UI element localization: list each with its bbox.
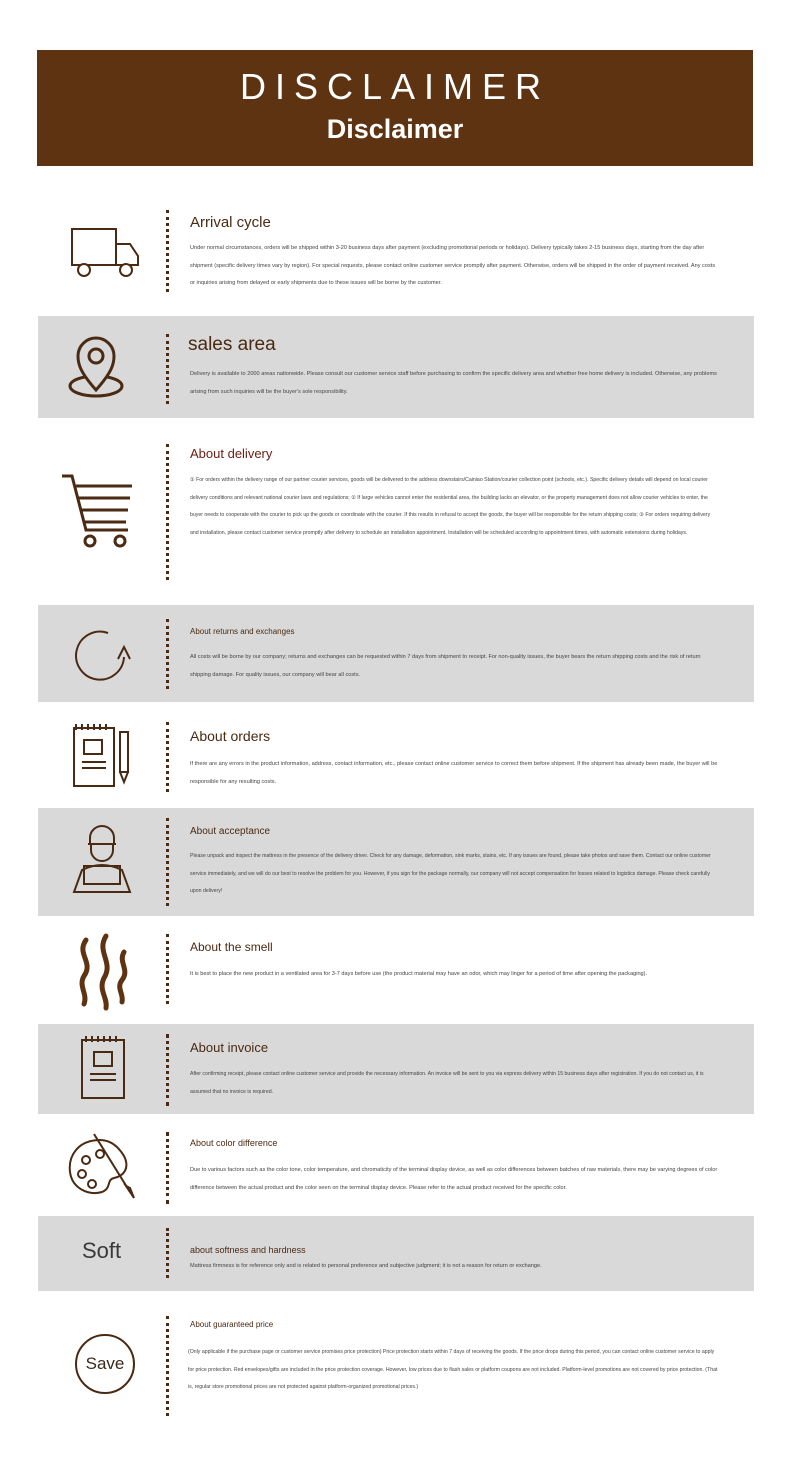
section-about-invoice [38,1024,754,1114]
section-title: about softness and hardness [190,1245,306,1255]
section-sales-area [38,316,754,418]
section-title: About guaranteed price [190,1320,274,1329]
section-about-smell [38,928,754,1010]
soft-text-icon: Soft [82,1238,122,1263]
section-returns-exchanges [38,605,754,702]
section-body: Under normal circumstances, orders will be shipped within 3-20 business days after payment (excluding promotional periods or holidays). Delivery typically takes 2-15 business days, starting from the day after shipment (specific delivery times vary by region). For special requests, please contact online customer service promptly after payment. Otherwise, orders will be shipped in the order of payment received. Any costs or inquiries arising from delayed or early shipments due to these issues will be borne by the customer. [190,245,716,286]
dotted-divider [166,619,169,689]
section-title: About delivery [190,446,273,461]
section-title: About the smell [190,940,273,954]
dotted-divider [166,1034,169,1106]
dotted-divider [166,210,169,292]
dotted-divider [166,444,169,580]
section-body: ① For orders within the delivery range of our partner courier services, goods will be delivered to the address downstairs/Cainiao Station/courier collection point (schools, etc.). Specific delivery details will depend on local courier delivery conditions and relevant national courier laws and regulations; ② If large vehicles cannot enter the residential area, the building lacks an elevator, or the property management does not allow courier vehicles to enter, the buyer needs to cooperate with the courier to pick up the goods or coordinate with the courier. If this results in refusal to accept the goods, the buyer will be responsible for the return shipping costs; ③ For orders requiring delivery and installation, please contact customer service promptly after delivery to schedule an installation appointment. Installation will be scheduled according to appointment times, with automatic extensions during holidays. [190,477,711,536]
notepad-pencil-icon [60,720,140,800]
dotted-divider [166,334,169,404]
section-body: After confirming receipt, please contact online customer service and provide the necessary information. An invoice will be sent to you via express delivery within 15 business days after registration. If you do not contact us, it is assumed that no invoice is required. [190,1071,704,1095]
section-guaranteed-price [38,1312,754,1422]
dotted-divider [166,1228,169,1278]
section-body: Due to various factors such as the color tone, color temperature, and chromaticity of the terminal display device, as well as color differences between batches of raw materials, there may be varying degrees of color difference between the actual product and the color seen on the terminal display device. Please refer to the actual product received for the specific color. [190,1167,718,1191]
section-body: If there are any errors in the product information, address, contact information, etc., please contact online customer service to correct them before shipment. If the shipment has already been made, the buyer will be responsible for any resulting costs. [190,761,718,785]
location-pin-icon [60,330,140,410]
section-about-acceptance [38,808,754,916]
dotted-divider [166,1132,169,1204]
delivery-person-icon [60,824,140,904]
section-body: All costs will be borne by our company; returns and exchanges can be requested within 7 days from shipment to receipt. For non-quality issues, the buyer bears the return shipping costs and the risk of return shipping damage. For quality issues, our company will bear all costs. [190,654,701,678]
section-body: Mattress firmness is for reference only and is related to personal preference and subjective judgment; it is not a reason for return or exchange. [190,1263,542,1269]
banner-title: DISCLAIMER [239,66,551,107]
section-about-orders [38,716,754,796]
palette-brush-icon [60,1128,140,1208]
truck-icon [60,214,140,294]
section-arrival-cycle [38,196,754,302]
section-title: About returns and exchanges [190,627,295,636]
section-softness-hardness [38,1216,754,1291]
shopping-cart-icon [60,470,140,550]
invoice-icon [60,1032,140,1112]
section-body: Delivery is available to 2000 areas nationwide. Please consult our customer service staff before purchasing to confirm the specific delivery area and whether free home delivery is included. Otherwise, any problems arising from such inquiries will be the buyer's sole responsibility. [190,371,717,395]
section-color-difference [38,1126,754,1206]
return-arrow-icon [60,617,140,697]
section-title: About acceptance [190,826,271,837]
section-title: sales area [188,334,276,355]
section-body: It is best to place the new product in a ventilated area for 3-7 days before use (the product material may have an odor, which may linger for a period of time after opening the packaging). [190,971,648,977]
dotted-divider [166,934,169,1004]
section-title: Arrival cycle [190,214,271,231]
dotted-divider [166,722,169,792]
dotted-divider [166,1316,169,1416]
section-body: Please unpack and inspect the mattress in the presence of the delivery driver. Check for any damage, deformation, sink marks, stains, etc. If any issues are found, please take photos and save them. Contact our online customer service immediately, and we will do our best to resolve the problem for you. However, if you sign for the package normally, our company will not accept compensation for losses related to logistics damage. Please check carefully upon delivery! [190,853,711,894]
section-about-delivery [38,430,754,590]
banner-subtitle: Disclaimer [326,114,464,144]
section-title: About color difference [190,1138,278,1148]
section-body: (Only applicable if the purchase page or customer service promises price protection) Price protection starts within 7 days of receiving the goods. If the price drops during this period, you can contact online customer service to apply for price protection. Red envelopes/gifts are included in the price protection coverage. However, low prices due to flash sales or platform coupons are not included. Platform-level promotions are not covered by price protection. (That is, regular store promotional prices are not protected against platform-organized promotional prices.) [188,1349,718,1390]
smell-waves-icon [60,932,140,1012]
dotted-divider [166,818,169,906]
disclaimer-banner [37,50,753,166]
section-title: About orders [190,728,271,744]
section-title: About invoice [190,1040,269,1055]
save-circle-icon: Save [75,1334,135,1394]
